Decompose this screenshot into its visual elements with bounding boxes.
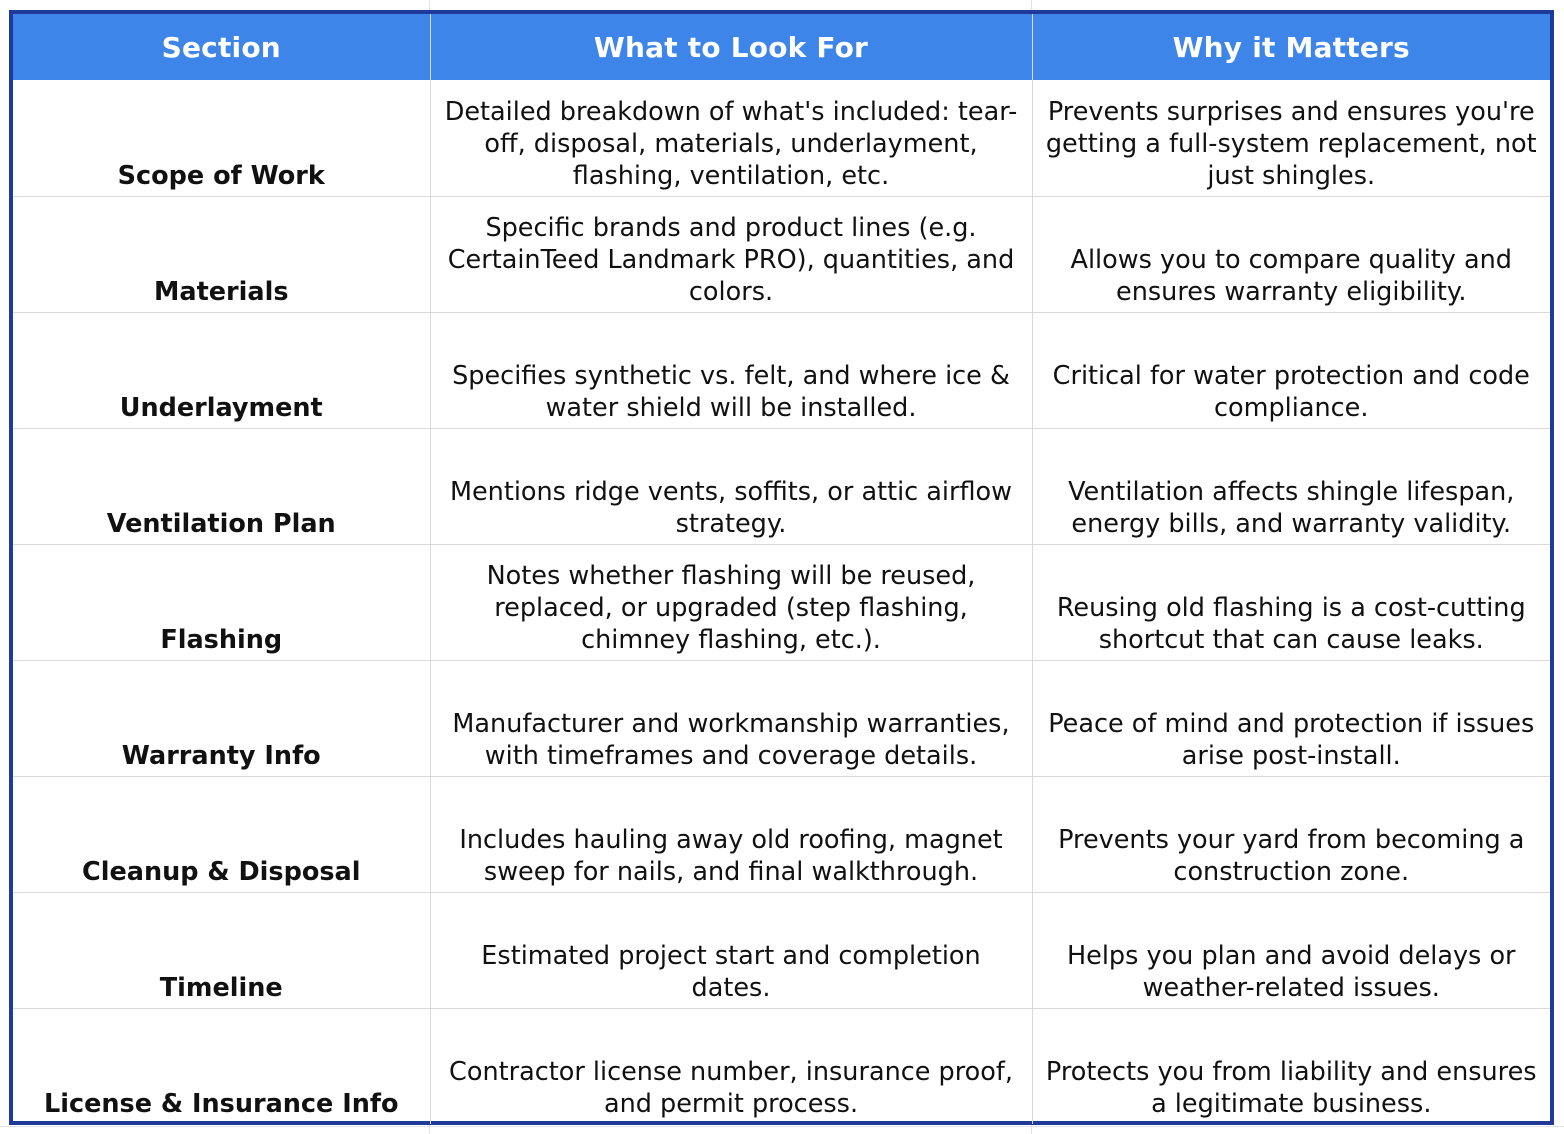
why-cell[interactable]: Allows you to compare quality and ensures warranty eligibility. [1032, 196, 1550, 312]
table-row [13, 428, 1550, 544]
what-cell[interactable]: Includes hauling away old roofing, magnet sweep for nails, and final walkthrough. [430, 776, 1032, 892]
why-cell[interactable]: Protects you from liability and ensures a legitimate business. [1045, 1057, 1537, 1119]
what-cell[interactable]: Contractor license number, insurance proof, and permit process. [430, 1008, 1032, 1124]
what-cell[interactable]: Specifies synthetic vs. felt, and where ice & water shield will be installed. [430, 312, 1032, 428]
why-cell[interactable]: Reusing old flashing is a cost-cutting shortcut that can cause leaks. [1032, 544, 1550, 660]
table-body [13, 80, 1550, 1124]
section-cell[interactable]: Scope of Work [13, 80, 430, 196]
section-cell[interactable]: Flashing [13, 544, 430, 660]
what-cell[interactable]: Estimated project start and completion dates. [430, 892, 1032, 1008]
header-row [13, 14, 1550, 80]
table-row [13, 892, 1550, 1008]
table-row [13, 312, 1550, 428]
section-cell[interactable]: Underlayment [13, 312, 430, 428]
header-what-to-look-for[interactable]: What to Look For [430, 14, 1032, 80]
what-cell[interactable]: Specific brands and product lines (e.g. CertainTeed Landmark PRO), quantities, and colors. [430, 196, 1032, 312]
why-cell[interactable]: Ventilation affects shingle lifespan, energy bills, and warranty validity. [1032, 428, 1550, 544]
table-row [13, 776, 1550, 892]
why-cell[interactable]: Helps you plan and avoid delays or weather-related issues. [1032, 892, 1550, 1008]
estimate-checklist-table-container [9, 10, 1554, 1125]
section-cell[interactable]: Timeline [13, 892, 430, 1008]
section-cell[interactable]: Warranty Info [13, 660, 430, 776]
table-row [13, 660, 1550, 776]
section-cell[interactable]: Materials [13, 196, 430, 312]
why-cell[interactable]: Peace of mind and protection if issues arise post-install. [1032, 660, 1550, 776]
what-cell[interactable]: Mentions ridge vents, soffits, or attic airflow strategy. [430, 428, 1032, 544]
header-section[interactable]: Section [13, 14, 430, 80]
estimate-checklist-table [13, 14, 1550, 1124]
table-row [13, 80, 1550, 196]
why-cell[interactable]: Prevents your yard from becoming a construction zone. [1032, 776, 1550, 892]
why-cell[interactable]: Critical for water protection and code compliance. [1032, 312, 1550, 428]
section-cell[interactable]: Ventilation Plan [13, 428, 430, 544]
table-row [13, 1008, 1550, 1124]
table-row [13, 196, 1550, 312]
section-cell[interactable]: License & Insurance Info [13, 1008, 430, 1124]
section-cell[interactable]: Cleanup & Disposal [13, 776, 430, 892]
header-why-it-matters[interactable]: Why it Matters [1032, 14, 1550, 80]
why-cell[interactable]: Prevents surprises and ensures you're getting a full-system replacement, not just shingles. [1032, 80, 1550, 196]
what-cell[interactable]: Manufacturer and workmanship warranties, with timeframes and coverage details. [430, 660, 1032, 776]
what-cell[interactable]: Notes whether flashing will be reused, replaced, or upgraded (step flashing, chimney flashing, etc.). [430, 544, 1032, 660]
what-cell[interactable]: Detailed breakdown of what's included: tear-off, disposal, materials, underlayment, flashing, ventilation, etc. [430, 80, 1032, 196]
table-header [13, 14, 1550, 80]
table-row [13, 544, 1550, 660]
